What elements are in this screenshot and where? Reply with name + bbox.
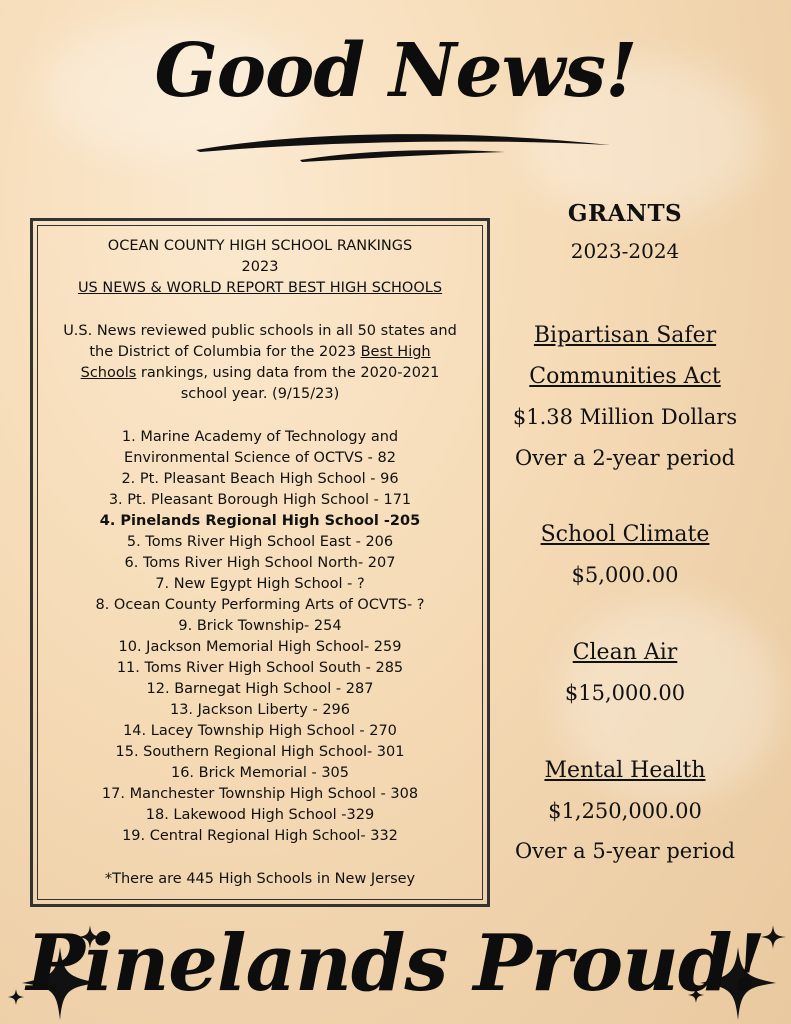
grants-years: 2023-2024 [570, 239, 680, 263]
list-item: 6. Toms River High School North- 207 [124, 555, 396, 571]
list-item: Environmental Science of OCTVS - 82 [124, 450, 396, 466]
list-item: 11. Toms River High School South - 285 [116, 660, 404, 676]
list-item: 9. Brick Township- 254 [178, 618, 342, 634]
intro-text: U.S. News reviewed public schools in all 50 states and the District of Columbia for the 2023 [63, 323, 457, 360]
grant-bsca-title-2: Communities Act [529, 364, 721, 389]
list-item: 3. Pt. Pleasant Borough High School - 171 [108, 492, 412, 508]
rankings-list [38, 427, 482, 847]
grant-mh-period: Over a 5-year period [514, 839, 736, 863]
list-item: 17. Manchester Township High School - 308 [101, 786, 419, 802]
list-item: 19. Central Regional High School- 332 [122, 828, 398, 844]
list-item: 14. Lacey Township High School - 270 [123, 723, 397, 739]
list-item: 8. Ocean County Performing Arts of OCVTS- ? [95, 597, 425, 613]
rankings-intro [38, 321, 482, 405]
grant-climate-title: School Climate [540, 522, 710, 547]
list-item-highlight: 4. Pinelands Regional High School -205 [99, 513, 421, 529]
list-item: 12. Barnegat High School - 287 [146, 681, 374, 697]
rankings-footnote: *There are 445 High Schools in New Jersey [104, 871, 416, 887]
list-item: 13. Jackson Liberty - 296 [169, 702, 350, 718]
footer-title: Pinelands Proud! [26, 918, 765, 1009]
grant-climate-amount: $5,000.00 [571, 563, 679, 587]
rankings-heading: OCEAN COUNTY HIGH SCHOOL RANKINGS [107, 238, 413, 254]
intro-text-end: rankings, using data from the 2020-2021 school year. (9/15/23) [136, 365, 440, 402]
list-item: 2. Pt. Pleasant Beach High School - 96 [121, 471, 399, 487]
grant-air-title: Clean Air [572, 640, 678, 665]
rankings-box [30, 218, 490, 907]
rankings-year: 2023 [241, 259, 279, 275]
grants-heading: GRANTS [567, 200, 683, 227]
list-item: 1. Marine Academy of Technology and [121, 429, 399, 445]
list-item: 10. Jackson Memorial High School- 259 [118, 639, 402, 655]
grant-mh-title: Mental Health [544, 758, 706, 783]
grants-section [500, 200, 750, 871]
page-title: Good News! [154, 28, 637, 114]
list-item: 18. Lakewood High School -329 [145, 807, 375, 823]
grant-air-amount: $15,000.00 [564, 681, 686, 705]
grant-bsca-period: Over a 2-year period [514, 446, 736, 470]
list-item: 5. Toms River High School East - 206 [126, 534, 394, 550]
list-item: 16. Brick Memorial - 305 [170, 765, 350, 781]
brush-stroke-underline [0, 0, 791, 180]
best-high-schools-link[interactable]: Best High Schools [80, 344, 431, 381]
list-item: 7. New Egypt High School - ? [155, 576, 365, 592]
list-item: 15. Southern Regional High School- 301 [115, 744, 405, 760]
grant-bsca-amount: $1.38 Million Dollars [512, 405, 738, 429]
grant-bsca-title-1: Bipartisan Safer [533, 323, 717, 348]
grant-mh-amount: $1,250,000.00 [548, 799, 702, 823]
rankings-source: US NEWS & WORLD REPORT BEST HIGH SCHOOLS [77, 280, 443, 296]
